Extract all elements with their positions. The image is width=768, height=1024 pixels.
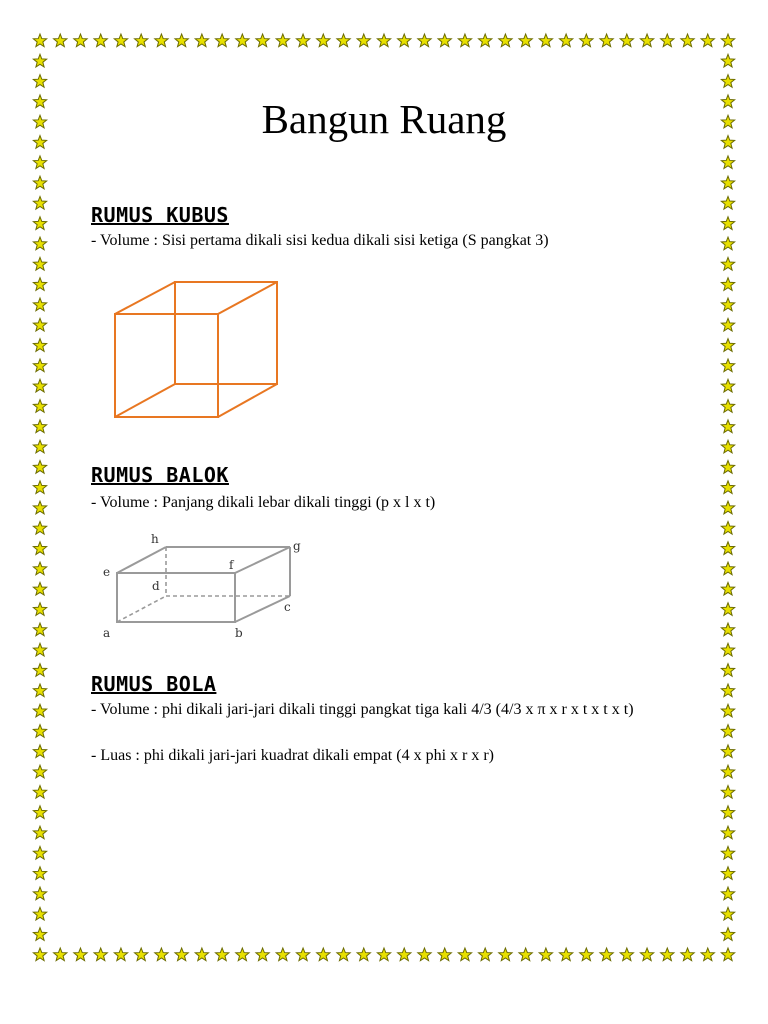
border-star <box>519 948 532 961</box>
border-star <box>721 704 734 717</box>
border-star <box>721 928 734 941</box>
cuboid-label-g: g <box>293 539 301 553</box>
cuboid-label-a: a <box>103 626 111 640</box>
heading-kubus: RUMUS KUBUS <box>91 203 229 227</box>
border-star <box>74 948 87 961</box>
border-star <box>357 948 370 961</box>
border-star <box>256 948 269 961</box>
border-star <box>135 948 148 961</box>
border-star <box>721 400 734 413</box>
border-star <box>721 887 734 900</box>
border-star <box>721 765 734 778</box>
border-star <box>418 948 431 961</box>
border-star <box>33 806 46 819</box>
border-star <box>721 745 734 758</box>
border-star <box>33 582 46 595</box>
border-star <box>33 887 46 900</box>
border-star <box>620 948 633 961</box>
border-star <box>458 948 471 961</box>
border-star <box>33 400 46 413</box>
border-star <box>54 948 67 961</box>
border-star <box>33 562 46 575</box>
border-star <box>721 664 734 677</box>
border-star <box>721 826 734 839</box>
border-star <box>215 948 228 961</box>
border-star <box>33 481 46 494</box>
border-star <box>155 948 168 961</box>
border-star <box>33 826 46 839</box>
border-star <box>580 948 593 961</box>
border-star <box>155 34 168 47</box>
heading-bola: RUMUS BOLA <box>91 672 217 696</box>
cuboid-label-e: e <box>103 565 111 579</box>
border-star <box>33 928 46 941</box>
border-star <box>33 54 46 67</box>
border-star <box>276 34 289 47</box>
border-star <box>33 34 46 47</box>
border-star <box>33 521 46 534</box>
border-star <box>33 75 46 88</box>
border-star <box>721 603 734 616</box>
border-star <box>721 786 734 799</box>
border-star <box>721 684 734 697</box>
border-star <box>721 562 734 575</box>
border-star <box>519 34 532 47</box>
bola-luas-text: - Luas : phi dikali jari-jari kuadrat dikali empat (4 x phi x r x r) <box>91 747 494 764</box>
border-star <box>539 34 552 47</box>
border-star <box>721 846 734 859</box>
border-star <box>721 420 734 433</box>
border-star <box>681 34 694 47</box>
border-star <box>721 643 734 656</box>
border-star <box>33 461 46 474</box>
border-star <box>33 765 46 778</box>
border-star <box>33 379 46 392</box>
border-star <box>418 34 431 47</box>
border-star <box>33 237 46 250</box>
border-star <box>640 948 653 961</box>
border-star <box>317 948 330 961</box>
border-star <box>236 948 249 961</box>
border-star <box>721 501 734 514</box>
border-star <box>33 542 46 555</box>
cuboid-label-d: d <box>152 579 160 593</box>
border-star <box>721 196 734 209</box>
border-star <box>721 257 734 270</box>
border-star <box>33 704 46 717</box>
border-star <box>640 34 653 47</box>
border-star <box>721 521 734 534</box>
border-star <box>438 34 451 47</box>
heading-balok: RUMUS BALOK <box>91 463 229 487</box>
border-star <box>539 948 552 961</box>
border-star <box>94 948 107 961</box>
border-star <box>721 217 734 230</box>
border-star <box>195 948 208 961</box>
border-star <box>701 34 714 47</box>
border-star <box>195 34 208 47</box>
border-star <box>33 867 46 880</box>
border-star <box>317 34 330 47</box>
border-star <box>499 948 512 961</box>
border-star <box>357 34 370 47</box>
border-star <box>33 948 46 961</box>
border-star <box>721 440 734 453</box>
border-star <box>499 34 512 47</box>
border-star <box>33 318 46 331</box>
border-star <box>377 34 390 47</box>
border-star <box>721 623 734 636</box>
border-star <box>398 34 411 47</box>
bola-volume-text: - Volume : phi dikali jari-jari dikali tinggi pangkat tiga kali 4/3 (4/3 x π x r x t x t x t) <box>91 701 634 718</box>
border-star <box>721 725 734 738</box>
border-star <box>256 34 269 47</box>
border-star <box>721 339 734 352</box>
border-star <box>600 34 613 47</box>
border-star <box>114 948 127 961</box>
page-title: Bangun Ruang <box>261 96 507 142</box>
border-star <box>276 948 289 961</box>
border-star <box>398 948 411 961</box>
border-star <box>681 948 694 961</box>
border-star <box>559 34 572 47</box>
border-star <box>620 34 633 47</box>
border-star <box>33 440 46 453</box>
border-star <box>661 34 674 47</box>
border-star <box>438 948 451 961</box>
border-star <box>721 542 734 555</box>
border-star <box>559 948 572 961</box>
border-star <box>721 176 734 189</box>
border-star <box>33 603 46 616</box>
border-star <box>33 176 46 189</box>
border-star <box>600 948 613 961</box>
border-star <box>721 461 734 474</box>
border-star <box>33 725 46 738</box>
border-star <box>721 481 734 494</box>
balok-volume-text: - Volume : Panjang dikali lebar dikali tinggi (p x l x t) <box>91 494 436 511</box>
border-star <box>721 379 734 392</box>
border-star <box>215 34 228 47</box>
border-star <box>721 75 734 88</box>
border-star <box>33 156 46 169</box>
border-star <box>33 257 46 270</box>
cuboid-label-h: h <box>151 532 159 546</box>
cuboid-label-f: f <box>229 558 234 572</box>
cube-figure <box>95 268 295 440</box>
border-star <box>721 806 734 819</box>
border-star <box>721 318 734 331</box>
kubus-volume-text: - Volume : Sisi pertama dikali sisi kedua dikali sisi ketiga (S pangkat 3) <box>91 232 549 249</box>
border-star <box>337 34 350 47</box>
border-star <box>580 34 593 47</box>
border-star <box>54 34 67 47</box>
border-star <box>94 34 107 47</box>
border-star <box>721 582 734 595</box>
border-star <box>33 501 46 514</box>
border-star <box>721 34 734 47</box>
border-star <box>296 948 309 961</box>
border-star <box>33 298 46 311</box>
border-star <box>33 623 46 636</box>
border-star <box>33 359 46 372</box>
border-star <box>377 948 390 961</box>
border-star <box>114 34 127 47</box>
border-star <box>175 34 188 47</box>
border-star <box>236 34 249 47</box>
border-star <box>33 684 46 697</box>
cuboid-label-c: c <box>284 600 291 614</box>
cuboid-label-b: b <box>235 626 243 640</box>
border-star <box>721 298 734 311</box>
border-star <box>721 54 734 67</box>
cuboid-figure <box>95 528 310 646</box>
border-star <box>479 948 492 961</box>
border-star <box>74 34 87 47</box>
border-star <box>661 948 674 961</box>
border-star <box>337 948 350 961</box>
border-star <box>33 196 46 209</box>
border-star <box>701 948 714 961</box>
border-star <box>721 237 734 250</box>
border-star <box>721 867 734 880</box>
border-star <box>33 786 46 799</box>
border-star <box>721 156 734 169</box>
border-star <box>721 948 734 961</box>
border-star <box>296 34 309 47</box>
border-star <box>33 278 46 291</box>
border-star <box>33 907 46 920</box>
border-star <box>458 34 471 47</box>
border-star <box>33 745 46 758</box>
border-star <box>135 34 148 47</box>
border-star <box>33 420 46 433</box>
border-star <box>175 948 188 961</box>
border-star <box>33 217 46 230</box>
border-star <box>33 664 46 677</box>
border-star <box>721 359 734 372</box>
border-star <box>479 34 492 47</box>
border-star <box>33 846 46 859</box>
border-star <box>33 643 46 656</box>
border-star <box>33 339 46 352</box>
border-star <box>721 278 734 291</box>
border-star <box>721 907 734 920</box>
